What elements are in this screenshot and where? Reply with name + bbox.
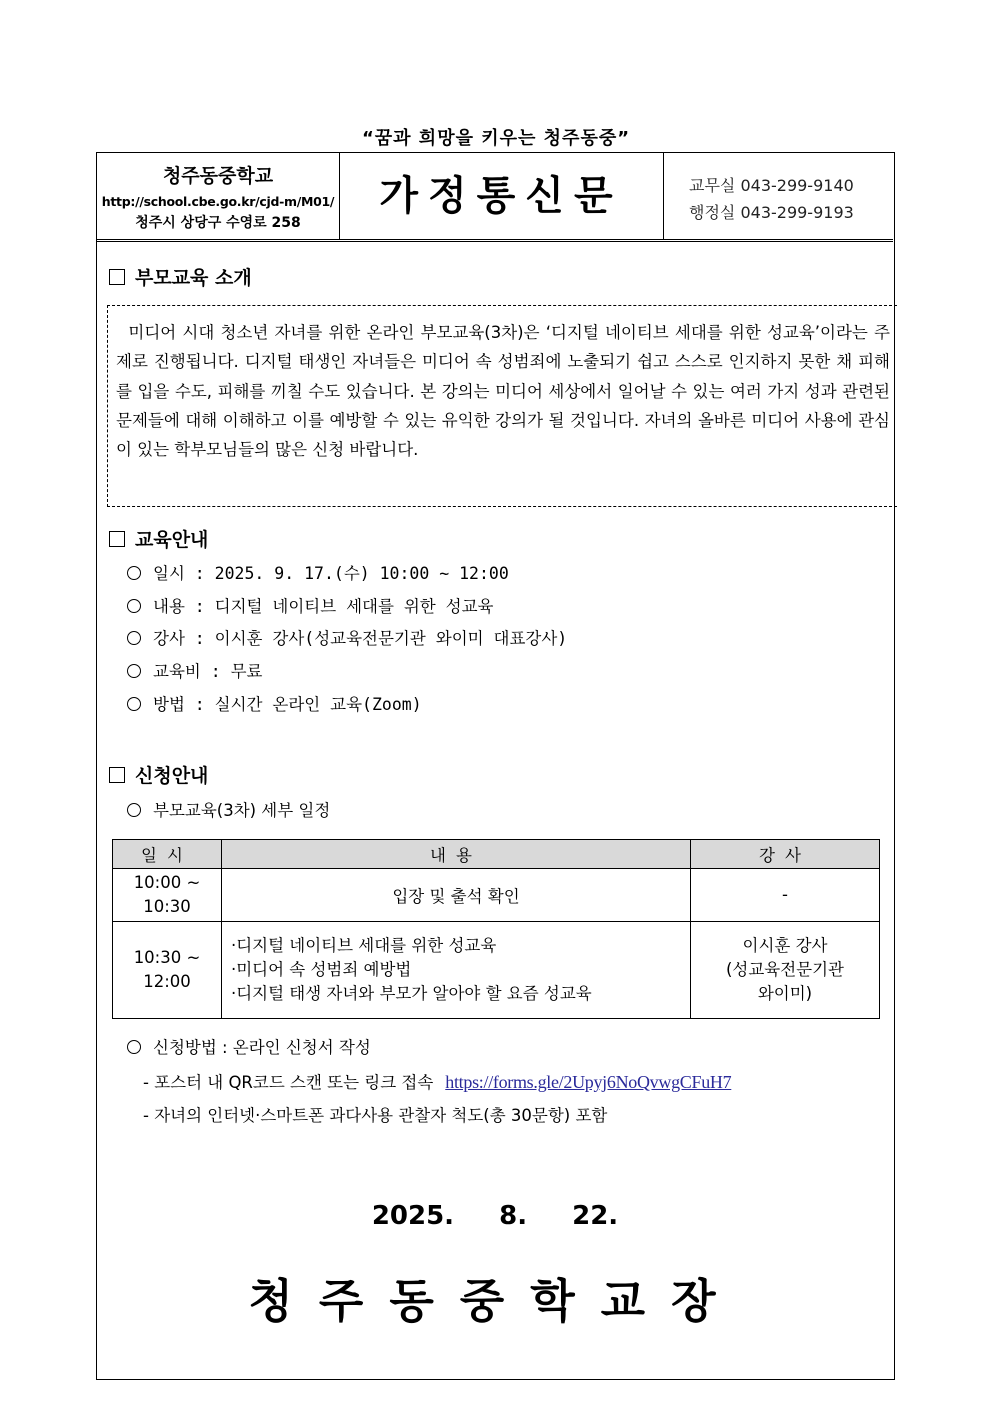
- method-sub-line: - 자녀의 인터넷·스마트폰 과다사용 관찰자 척도(총 30문항) 포함: [143, 1106, 608, 1125]
- method-line: 신청방법 : 온라인 신청서 작성: [127, 1031, 731, 1065]
- list-item: 방법 : 실시간 온라인 교육(Zoom): [127, 689, 567, 722]
- circle-bullet-icon: [127, 664, 141, 678]
- principal-signature: 청주동중학교장: [248, 1274, 742, 1328]
- table-header-content: 내용: [222, 840, 691, 869]
- school-address: 청주시 상당구 수영로 258: [135, 215, 301, 231]
- instructor-cell: -: [691, 869, 880, 922]
- document-title: 가정통신문: [379, 173, 623, 219]
- list-item: 일시 : 2025. 9. 17.(수) 10:00 ~ 12:00: [127, 558, 567, 591]
- application-method: [127, 1031, 731, 1133]
- table-header-instructor: 강사: [691, 840, 880, 869]
- circle-bullet-icon: [127, 697, 141, 711]
- content-cell: ·디지털 네이티브 세대를 위한 성교육 ·미디어 속 성범죄 예방법 ·디지털 태생 자녀와 부모가 알아야 할 요즘 성교육: [222, 922, 691, 1019]
- header-divider: [97, 241, 893, 242]
- method-sub-line: - 포스터 내 QR코드 스캔 또는 링크 접속 https://forms.gle/2Upyj6NoQvwgCFuH7: [143, 1072, 732, 1092]
- intro-heading: [109, 263, 252, 290]
- school-info: [97, 153, 340, 239]
- table-row: [113, 869, 880, 922]
- intro-box: [107, 305, 897, 507]
- issue-date: 2025. 8. 22.: [371, 1201, 619, 1231]
- circle-bullet-icon: [127, 803, 141, 817]
- schedule-title: 부모교육(3차) 세부 일정: [127, 795, 330, 828]
- education-heading-label: 교육안내: [135, 529, 209, 551]
- education-heading: [109, 525, 208, 552]
- title-cell: [339, 153, 664, 239]
- instructor-cell: 이시훈 강사 (성교육전문기관 와이미): [691, 922, 880, 1019]
- phone-office: 교무실 043-299-9140: [689, 176, 854, 195]
- letter-frame: [96, 152, 895, 1380]
- circle-bullet-icon: [127, 1040, 141, 1054]
- table-header-time: 일시: [113, 840, 222, 869]
- application-heading: [109, 761, 208, 788]
- list-item: 강사 : 이시훈 강사(성교육전문기관 와이미 대표강사): [127, 623, 567, 656]
- school-name: 청주동중학교: [162, 165, 274, 187]
- contact-info: [663, 153, 893, 239]
- phone-admin: 행정실 043-299-9193: [689, 203, 854, 222]
- list-item: 교육비 : 무료: [127, 656, 567, 689]
- application-heading-label: 신청안내: [135, 765, 209, 787]
- table-row: [113, 922, 880, 1019]
- time-cell: 10:00 ~ 10:30: [113, 869, 222, 922]
- form-link[interactable]: https://forms.gle/2Upyj6NoQvwgCFuH7: [445, 1072, 732, 1092]
- time-cell: 10:30 ~ 12:00: [113, 922, 222, 1019]
- list-item: 내용 : 디지털 네이티브 세대를 위한 성교육: [127, 591, 567, 624]
- education-list: [127, 558, 567, 721]
- intro-text: [116, 318, 890, 464]
- checkbox-square-icon: [109, 767, 125, 783]
- circle-bullet-icon: [127, 599, 141, 613]
- circle-bullet-icon: [127, 631, 141, 645]
- schedule-title-row: [127, 795, 330, 828]
- schedule-table: [112, 839, 880, 1019]
- checkbox-square-icon: [109, 269, 125, 285]
- intro-paragraph: 미디어 시대 청소년 자녀를 위한 온라인 부모교육(3차)은 ‘디지털 네이티브 세대를 위한 성교육’이라는 주제로 진행됩니다. 디지털 태생인 자녀들은 미디어 속 성범죄에 노출되기 쉽고 스스로 인지하지 못한 채 피해를 입을 수도, 피해를 끼칠 수도 있습니다. 본 강의는 미디어 세상에서 일어날 수 있는 여러 가지 성과 관련된 문제들에 대해 이해하고 이를 예방할 수 있는 유익한 강의가 될 것입니다. 자녀의 올바른 미디어 사용에 관심이 있는 학부모님들의 많은 신청 바랍니다.: [116, 323, 890, 460]
- school-url-link[interactable]: http://school.cbe.go.kr/cjd-m/M01/: [101, 194, 335, 209]
- content-cell: 입장 및 출석 확인: [222, 869, 691, 922]
- circle-bullet-icon: [127, 566, 141, 580]
- intro-heading-label: 부모교육 소개: [135, 267, 252, 289]
- letter-header: [97, 153, 893, 240]
- checkbox-square-icon: [109, 531, 125, 547]
- motto: “꿈과 희망을 키우는 청주동중”: [361, 128, 631, 149]
